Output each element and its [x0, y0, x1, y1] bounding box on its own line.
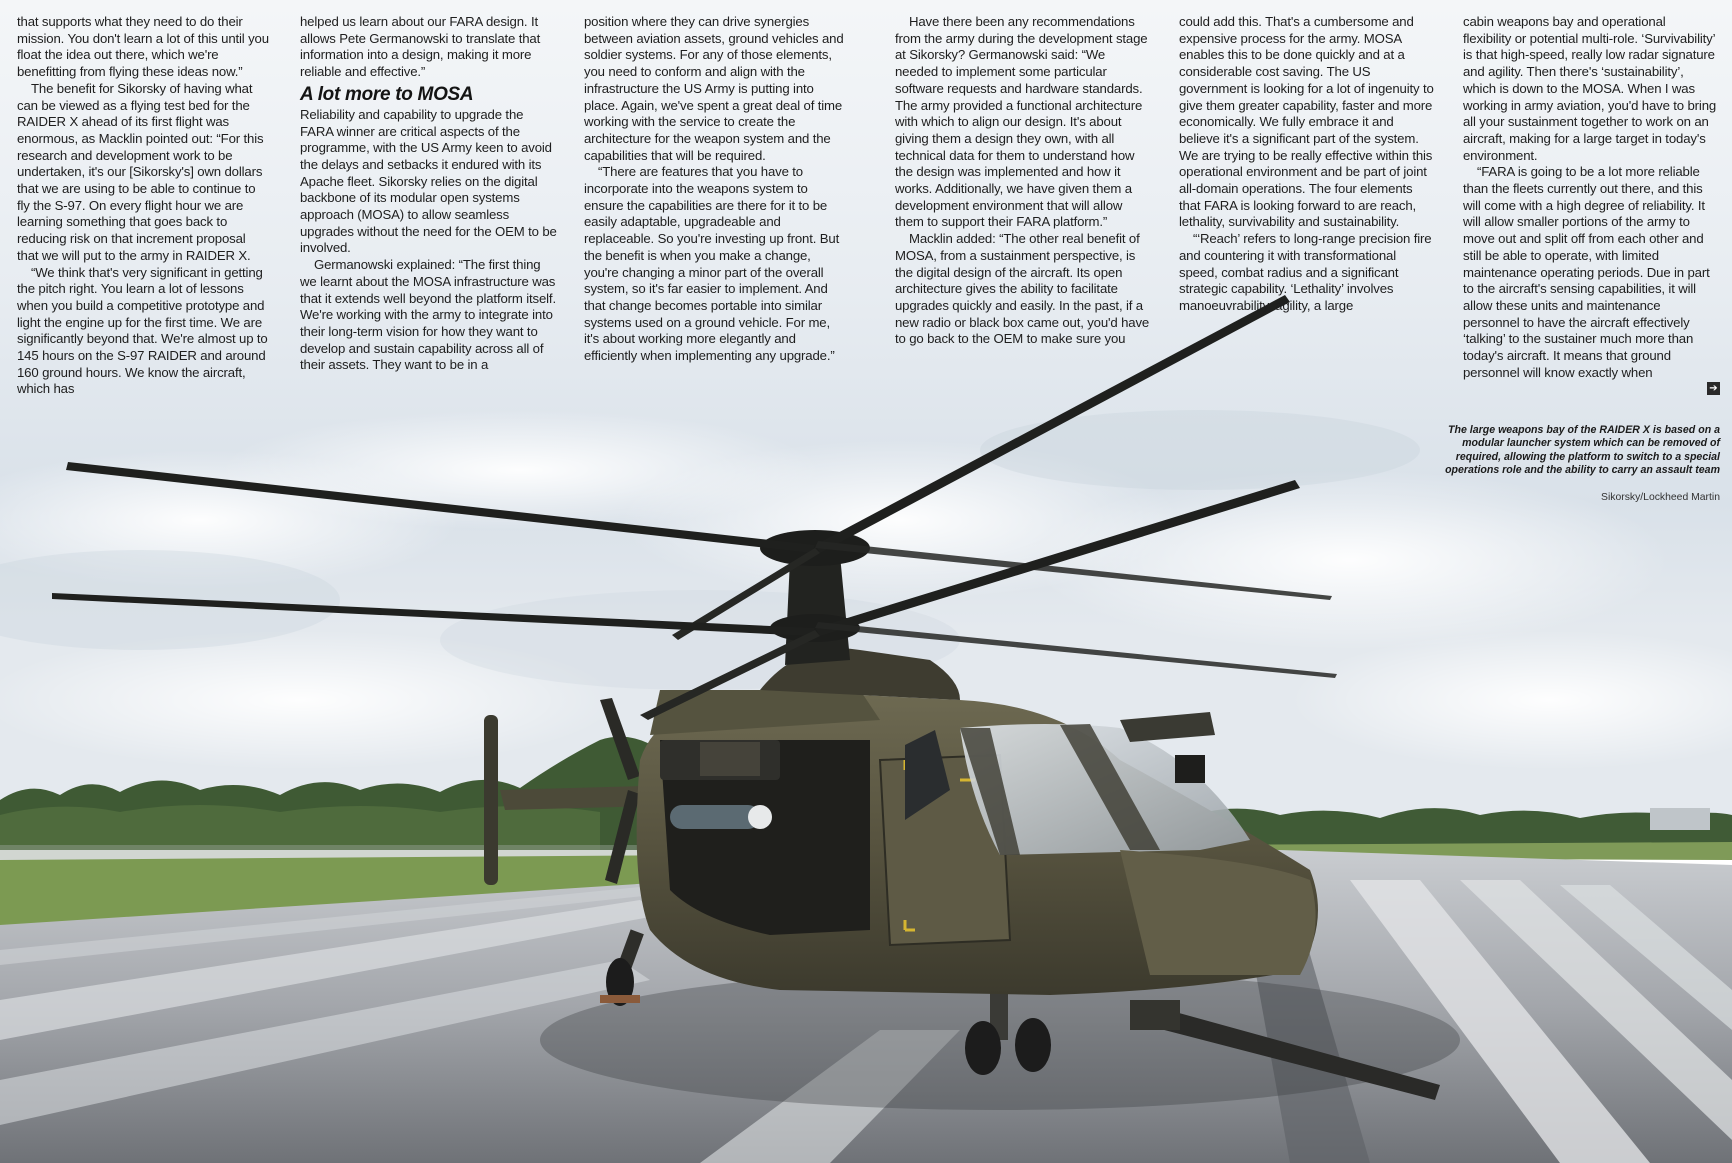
paragraph: The benefit for Sikorsky of having what can be viewed as a flying test bed for the RAIDER X ahead of its first flight was enormous, as Macklin pointed out: “For this research and development work to be undertaken, it's our [Sikorsky's] own dollars that we are using to be able to continue to fly the S-97. On every flight hour we are learning something that goes back to reducing risk on that increment proposal that we will put to the army in RAIDER X.: [17, 80, 264, 263]
paragraph: could add this. That's a cumbersome and expensive process for the army. MOSA enables this to be done quickly and at a considerable cost saving. The US government is looking for a lot of ingenuity to give them greater capability, faster and more economically. We fully embrace it and believe it's a significant part of the system. We are trying to be really effective within this operational environment and be part of joint all-domain operations. The four elements that FARA is looking forward to are reach, lethality, survivability and sustainability.: [1179, 14, 1434, 230]
text-column-1: [17, 14, 269, 398]
text-column-2: [300, 14, 558, 374]
paragraph: position where they can drive synergies between aviation assets, ground vehicles and soldier systems. For any of those elements, you need to conform and align with the infrastructure the US Army is putting into place. Again, we've spent a great deal of time working with the service to create the architecture for the weapon system and the capabilities that will be required.: [584, 14, 844, 163]
paragraph: Have there been any recommendations from the army during the development stage at Sikorsky? Germanowski said: “We needed to implement some particular software requests and hardware standards. The army provided a functional architecture with which to align our design. It's about giving them a design they own, with all technical data for them to understand how the design was implemented and how it works. Additionally, we have given them a development environment that will allow them to support their FARA platform.”: [895, 14, 1148, 230]
paragraph: “We think that's very significant in getting the pitch right. You learn a lot of lessons when you build a competitive prototype and light the engine up for the first time. We are significantly beyond that. We're almost up to 145 hours on the S-97 RAIDER and around 160 ground hours. We know the aircraft, which has: [17, 264, 268, 397]
section-heading: A lot more to MOSA: [300, 83, 474, 105]
paragraph: “There are features that you have to incorporate into the weapons system to ensure the capabilities are there for it to be easily adaptable, upgradeable and replaceable. So you're investing up front. But the benefit is when you make a change, you're changing a minor part of the overall system, so it's far easier to implement. And that change becomes portable into similar systems used on a ground vehicle. For me, it's about working more elegantly and efficiently when implementing any upgrade.”: [584, 164, 840, 364]
text-column-4: [895, 14, 1151, 348]
arrow-right-icon: ➔: [1707, 382, 1720, 395]
paragraph: that supports what they need to do their mission. You don't learn a lot of this until you float the idea out there, which we're benefitting from flying these ideas now.”: [17, 14, 269, 80]
text-column-5: [1179, 14, 1435, 315]
paragraph: “‘Reach’ refers to long-range precision fire and countering it with transformational speed, combat radius and a significant strategic capability. ‘Lethality’ involves manoeuvrability, agility, a large: [1179, 231, 1432, 313]
paragraph: helped us learn about our FARA design. It allows Pete Germanowski to translate that information into a design, making it more reliable and effective.”: [300, 14, 541, 80]
paragraph: Germanowski explained: “The first thing we learnt about the MOSA infrastructure was that it extends well beyond the platform itself. We're working with the army to integrate into their long-term vision for how they want to develop and sustain capability across all of their assets. They want to be in a: [300, 257, 556, 373]
photo-caption: The large weapons bay of the RAIDER X is based on a modular launcher system which can be removed of required, allowing the platform to switch to a special operations role and the ability to carry an assault team: [1445, 424, 1720, 477]
paragraph: Reliability and capability to upgrade the FARA winner are critical aspects of the programme, with the US Army keen to avoid the delays and setbacks it endured with its Apache fleet. Sikorsky relies on the digital backbone of its modular open systems approach (MOSA) to allow seamless upgrades without the need for the OEM to be involved.: [300, 106, 557, 256]
photo-credit: Sikorsky/Lockheed Martin: [1601, 492, 1720, 503]
paragraph: “FARA is going to be a lot more reliable than the fleets currently out there, and this will come with a high degree of reliability. It will allow smaller portions of the army to move out and split off from each other and still be able to operate, with limited maintenance operating periods. Due in part to the aircraft's sensing capabilities, it will allow these units and maintenance personnel to have the aircraft effectively ‘talking’ to the sustainer much more than today's aircraft. It means that ground personnel will know exactly when: [1463, 164, 1710, 380]
text-column-6: [1463, 14, 1717, 381]
paragraph: cabin weapons bay and operational flexibility or potential multi-role. ‘Survivability’ is that high-speed, really low radar signature and agility. Then there's ‘sustainability’, which is down to the MOSA. When I was working in army aviation, you'd have to bring all your sustainment together to work on an aircraft, making for a large target in today's environment.: [1463, 14, 1717, 163]
paragraph: Macklin added: “The other real benefit of MOSA, from a sustainment perspective, is the digital design of the aircraft. Its open architecture gives the ability to facilitate upgrades quickly and easily. In the past, if a new radio or black box came out, you'd have to go back to the OEM to make sure you: [895, 231, 1150, 347]
text-column-3: [584, 14, 844, 365]
